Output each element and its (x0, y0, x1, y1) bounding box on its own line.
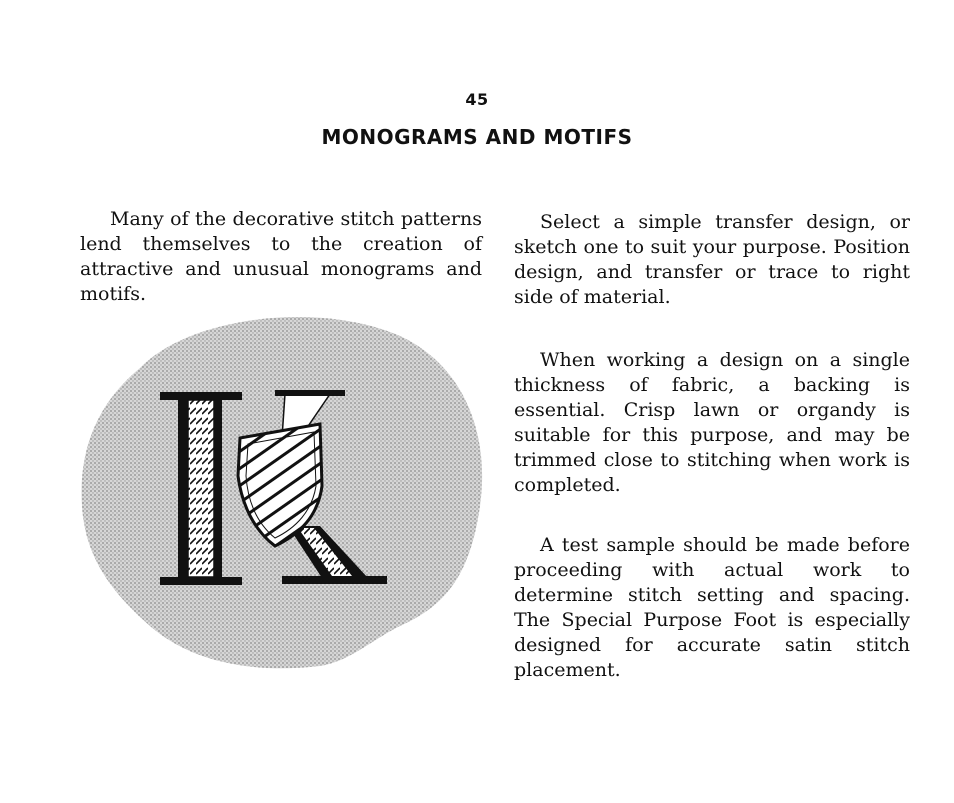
backing-paragraph: When working a design on a single thickness of fabric, a backing is essential. Crisp lawn or organdy is suitable for this purpose, and may be trimmed close to stitching when work is completed. (514, 349, 910, 496)
monogram-illustration (70, 306, 490, 671)
test-sample-paragraph: A test sample should be made before proceeding with actual work to determine stitch setting and spacing. The Special Purpose Foot is especially designed for accurate satin stitch placement. (514, 534, 910, 681)
page-number: 45 (465, 90, 489, 109)
monogram-k-image (70, 306, 490, 671)
page-title: MONOGRAMS AND MOTIFS (321, 125, 633, 149)
intro-paragraph: Many of the decorative stitch patterns lend themselves to the creation of attractive and unusual monograms and motifs. (80, 208, 482, 305)
transfer-design-paragraph: Select a simple transfer design, or sketch one to suit your purpose. Position design, and transfer or trace to right side of material. (514, 211, 910, 308)
